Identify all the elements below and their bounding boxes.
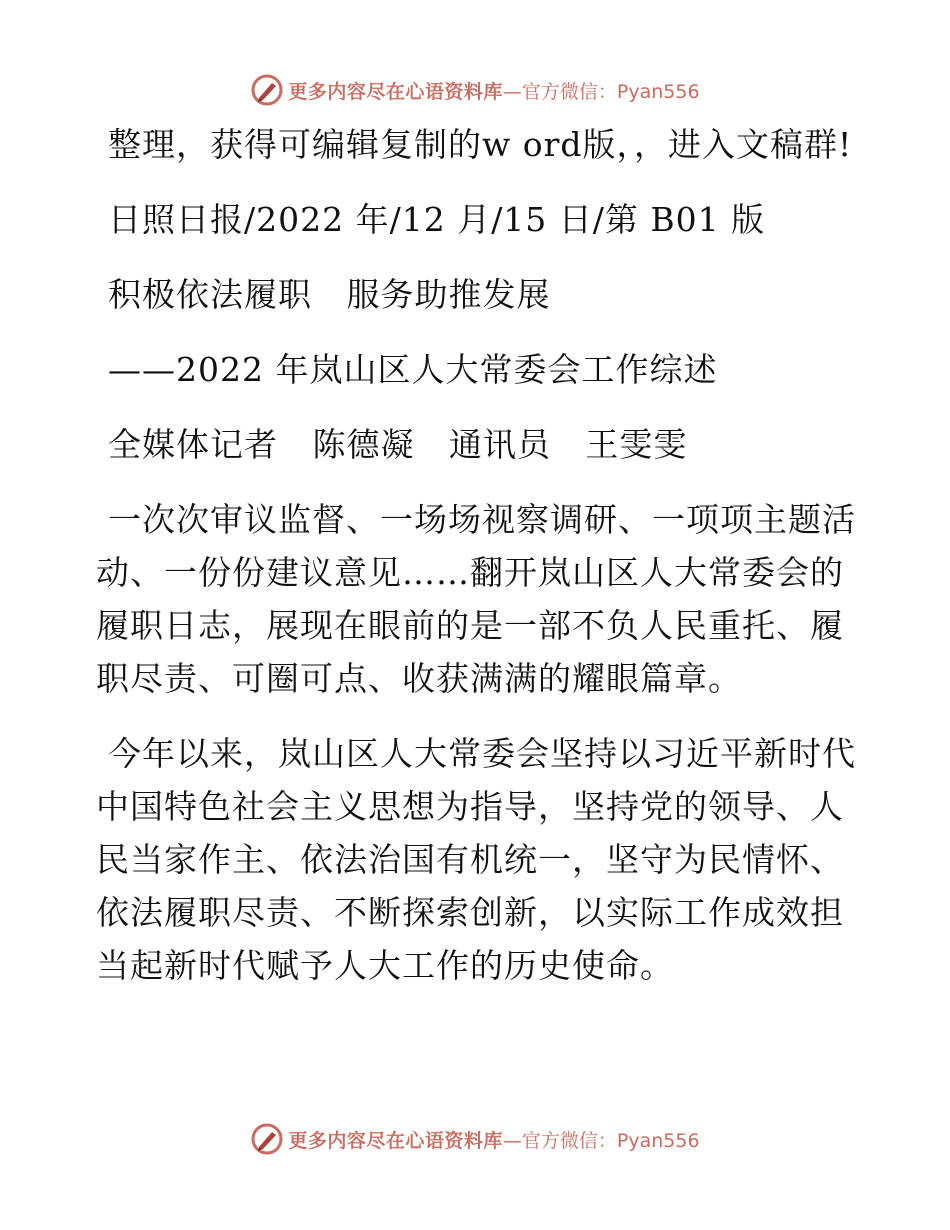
pen-logo-icon bbox=[250, 73, 284, 107]
article-title: 积极依法履职 服务助推发展 bbox=[108, 275, 551, 314]
footer-banner-tail: —官方微信：Pyan556 bbox=[502, 1129, 700, 1152]
byline: 全媒体记者 陈德凝 通讯员 王雯雯 bbox=[108, 425, 688, 464]
header-banner-main: 更多内容尽在心语资料库 bbox=[288, 80, 503, 103]
footer-banner bbox=[0, 1119, 950, 1159]
article-body bbox=[96, 118, 856, 1014]
article-subtitle: ——2022 年岚山区人大常委会工作综述 bbox=[108, 350, 718, 389]
paragraph-2: 今年以来，岚山区人大常委会坚持以习近平新时代中国特色社会主义思想为指导，坚持党的领导、人民当家作主、依法治国有机统一，坚守为民情怀、依法履职尽责、不断探索创新，以实际工作成效担当起新时代赋予人大工作的历史使命。 bbox=[96, 734, 856, 985]
paragraph-1: 一次次审议监督、一场场视察调研、一项项主题活动、一份份建议意见……翻开岚山区人大常委会的履职日志，展现在眼前的是一部不负人民重托、履职尽责、可圈可点、收获满满的耀眼篇章。 bbox=[96, 500, 856, 698]
pen-logo-icon bbox=[250, 1122, 284, 1156]
header-banner bbox=[0, 70, 950, 110]
source-line: 日照日报/2022 年/12 月/15 日/第 B01 版 bbox=[108, 200, 766, 239]
intro-paragraph: 整理，获得可编辑复制的w ord版，，进入文稿群! bbox=[108, 125, 853, 164]
footer-banner-main: 更多内容尽在心语资料库 bbox=[288, 1129, 503, 1152]
header-banner-tail: —官方微信：Pyan556 bbox=[502, 80, 700, 103]
